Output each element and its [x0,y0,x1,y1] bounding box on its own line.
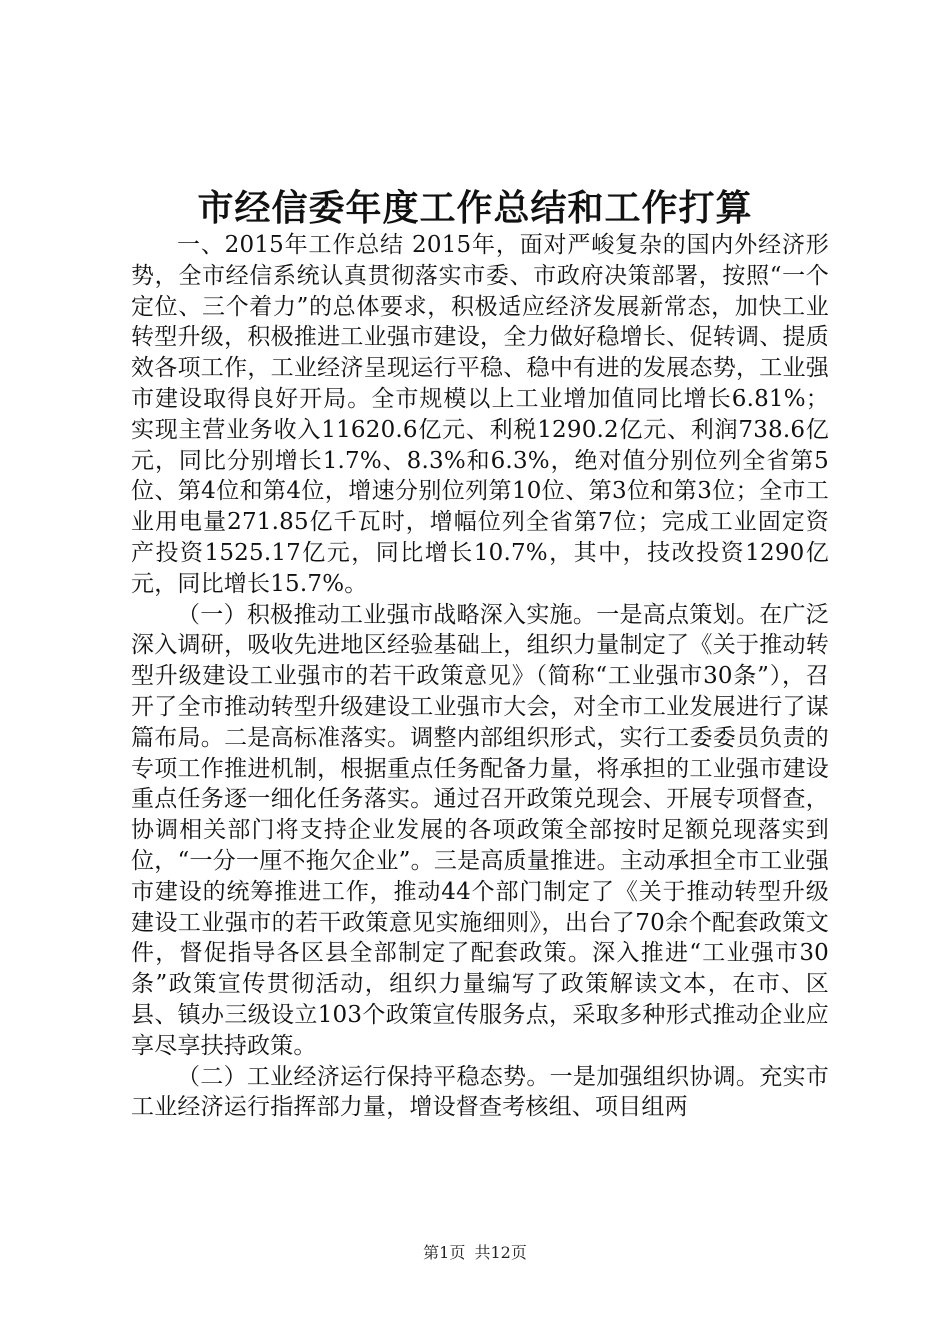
page-footer [0,1243,950,1263]
page-total: 共12页 [474,1243,527,1262]
document-body [131,230,829,1123]
paragraph-section-2: （二）工业经济运行保持平稳态势。一是加强组织协调。充实市工业经济运行指挥部力量，增设督查考核组、项目组两 [131,1063,829,1121]
document-title: 市经信委年度工作总结和工作打算 [197,187,753,229]
paragraph-summary: 一、2015年工作总结 2015年，面对严峻复杂的国内外经济形势，全市经信系统认真贯彻落实市委、市政府决策部署，按照“一个定位、三个着力”的总体要求，积极适应经济发展新常态，加快工业转型升级，积极推进工业强市建设，全力做好稳增长、促转调、提质效各项工作，工业经济呈现运行平稳、稳中有进的发展态势，工业强市建设取得良好开局。全市规模以上工业增加值同比增长6.81%；实现主营业务收入11620.6亿元、利税1290.2亿元、利润738.6亿元，同比分别增长1.7%、8.3%和6.3%，绝对值分别位列全省第5位、第4位和第4位，增速分别位列第10位、第3位和第3位；全市工业用电量271.85亿千瓦时，增幅位列全省第7位；完成工业固定资产投资1525.17亿元，同比增长10.7%，其中，技改投资1290亿元，同比增长15.7%。 [131,232,829,597]
page-number: 第1页 [423,1243,466,1262]
paragraph-section-1: （一）积极推动工业强市战略深入实施。一是高点策划。在广泛深入调研，吸收先进地区经验基础上，组织力量制定了《关于推动转型升级建设工业强市的若干政策意见》（简称“工业强市30条”），召开了全市推动转型升级建设工业强市大会，对全市工业发展进行了谋篇布局。二是高标准落实。调整内部组织形式，实行工委委员负责的专项工作推进机制，根据重点任务配备力量，将承担的工业强市建设重点任务逐一细化任务落实。通过召开政策兑现会、开展专项督查，协调相关部门将支持企业发展的各项政策全部按时足额兑现落实到位，“一分一厘不拖欠企业”。三是高质量推进。主动承担全市工业强市建设的统筹推进工作，推动44个部门制定了《关于推动转型升级建设工业强市的若干政策意见实施细则》，出台了70余个配套政策文件，督促指导各区县全部制定了配套政策。深入推进“工业强市30条”政策宣传贯彻活动，组织力量编写了政策解读文本，在市、区县、镇办三级设立103个政策宣传服务点，采取多种形式推动企业应享尽享扶持政策。 [131,601,829,1059]
